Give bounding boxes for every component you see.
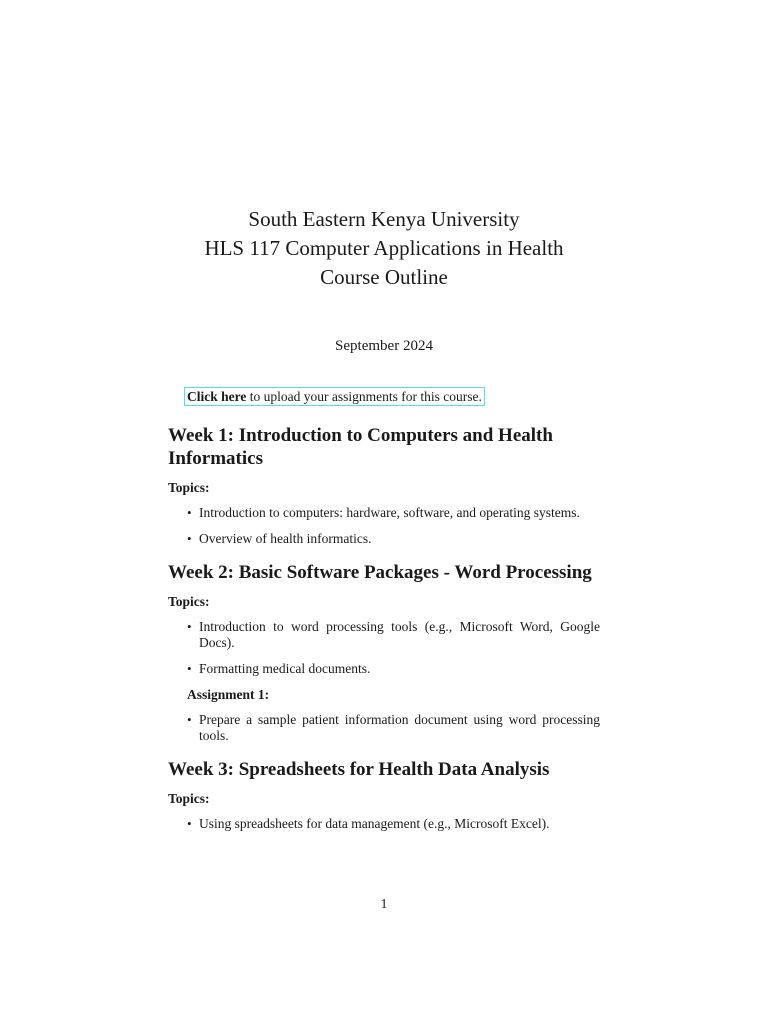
bullet-icon: • <box>187 712 192 727</box>
upload-link-text[interactable]: Click here <box>187 389 247 404</box>
topic-text: Introduction to computers: hardware, software, and operating systems. <box>199 505 580 520</box>
week-2-topics-label: Topics: <box>168 594 210 609</box>
list-item <box>168 531 600 547</box>
week-3-topics-label: Topics: <box>168 791 210 806</box>
week-1-topics-list <box>168 505 600 547</box>
upload-assignments-link[interactable] <box>184 387 485 406</box>
course-title: HLS 117 Computer Applications in Health <box>204 236 564 260</box>
document-type: Course Outline <box>320 265 448 289</box>
week-2-topics-list <box>168 619 600 677</box>
list-item <box>168 619 600 651</box>
week-3-topics-list <box>168 816 600 832</box>
week-2-section <box>168 561 600 744</box>
week-1-heading: Week 1: Introduction to Computers and Health Informatics <box>168 425 553 469</box>
bullet-icon: • <box>187 531 192 546</box>
week-2-heading: Week 2: Basic Software Packages - Word Processing <box>168 562 592 583</box>
assignment-text: Prepare a sample patient information document using word processing tools. <box>199 712 600 743</box>
topic-text: Formatting medical documents. <box>199 661 371 676</box>
week-2-assignment-list <box>168 712 600 744</box>
week-3-heading: Week 3: Spreadsheets for Health Data Analysis <box>168 759 550 780</box>
week-3-section <box>168 758 600 832</box>
bullet-icon: • <box>187 661 192 676</box>
list-item <box>168 816 600 832</box>
upload-link-rest: to upload your assignments for this course. <box>246 389 482 404</box>
university-name: South Eastern Kenya University <box>248 207 520 231</box>
document-date: September 2024 <box>335 338 433 354</box>
week-2-assignment-label: Assignment 1: <box>187 687 270 702</box>
bullet-icon: • <box>187 505 192 520</box>
bullet-icon: • <box>187 619 192 634</box>
topic-text: Introduction to word processing tools (e.g., Microsoft Word, Google Docs). <box>199 619 600 650</box>
document-title <box>0 205 768 292</box>
list-item <box>168 505 600 521</box>
topic-text: Overview of health informatics. <box>199 531 372 546</box>
bullet-icon: • <box>187 816 192 831</box>
week-1-section <box>168 424 600 547</box>
topic-text: Using spreadsheets for data management (e.g., Microsoft Excel). <box>199 816 550 831</box>
list-item <box>168 661 600 677</box>
page-number: 1 <box>380 896 388 911</box>
list-item <box>168 712 600 744</box>
week-1-topics-label: Topics: <box>168 480 210 495</box>
course-content <box>168 424 600 846</box>
